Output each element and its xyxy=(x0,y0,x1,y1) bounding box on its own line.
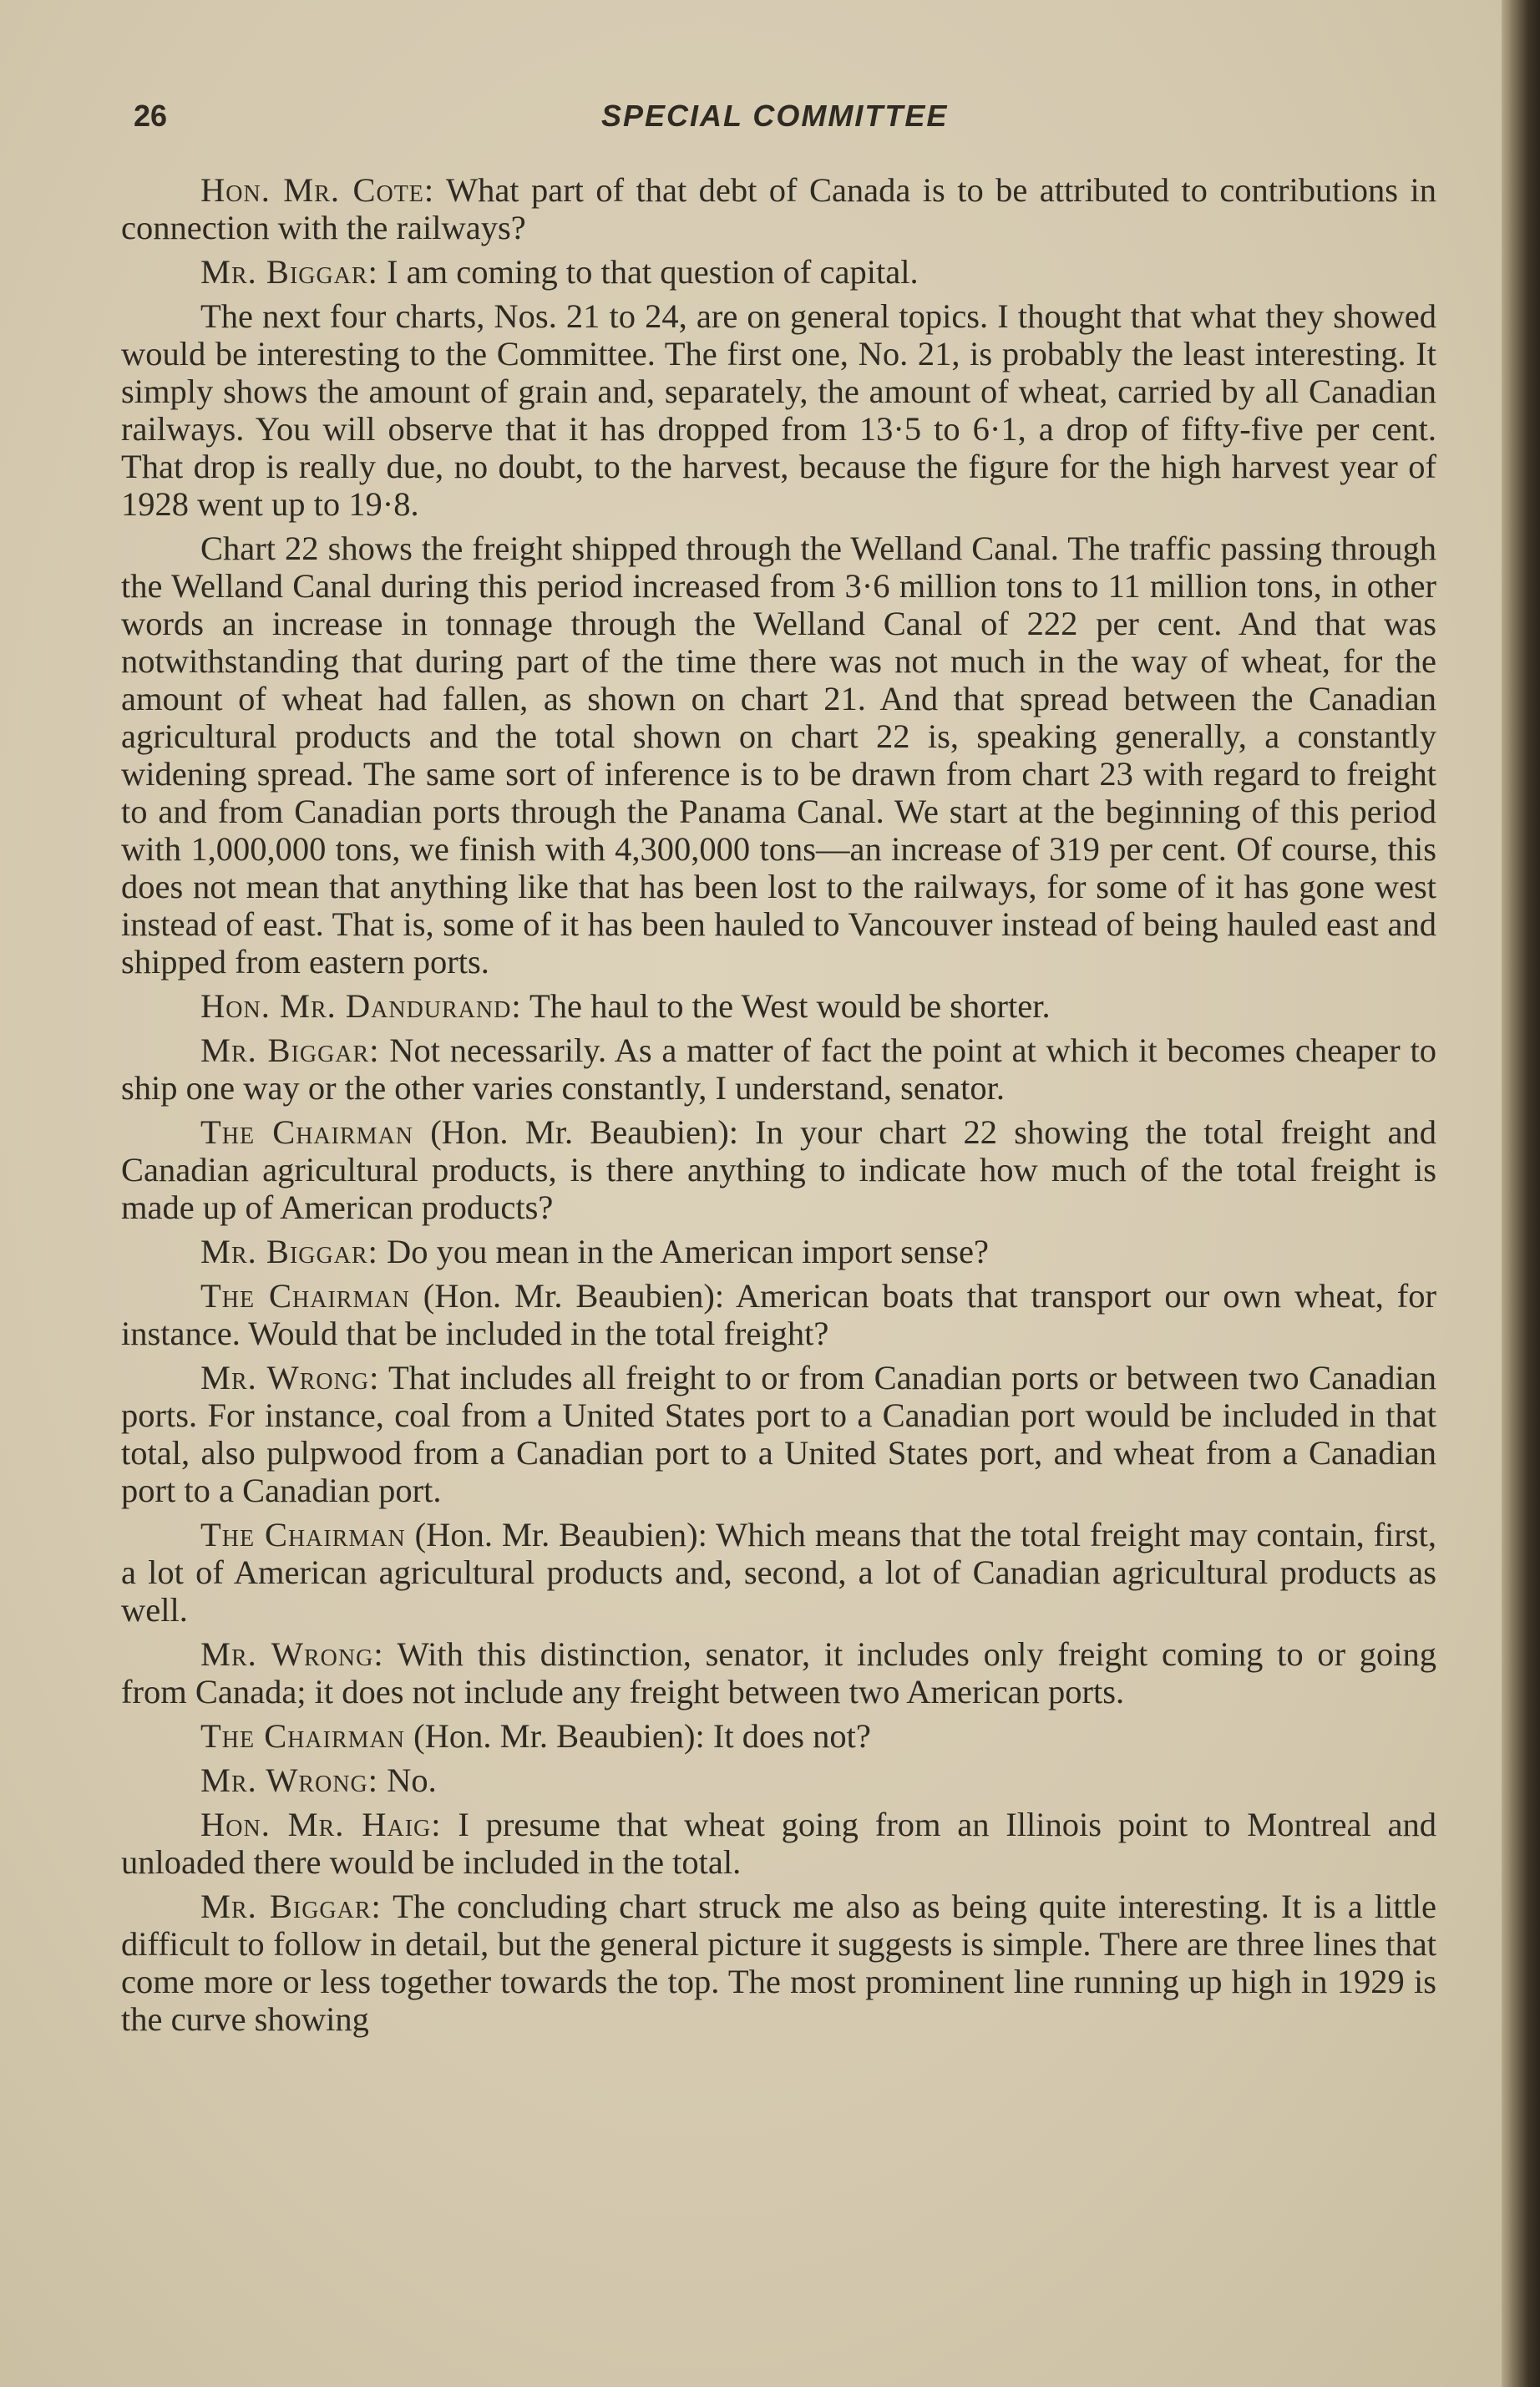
paragraph xyxy=(121,1277,1436,1352)
body-text xyxy=(121,171,1436,2045)
paragraph xyxy=(121,297,1436,523)
paragraph xyxy=(121,1233,1436,1270)
paragraph-text: (Hon. Mr. Beaubien): It does not? xyxy=(404,1717,871,1755)
book-spine-edge xyxy=(1502,0,1540,2387)
paragraph-text: What part of that debt of Canada is to be attributed to contributions in connection with the railways? xyxy=(121,171,1436,246)
speaker-name: The Chairman xyxy=(200,1717,405,1755)
paragraph xyxy=(121,1113,1436,1226)
speaker-name: The Chairman xyxy=(200,1516,406,1553)
paragraph xyxy=(121,530,1436,981)
paragraph-text: No. xyxy=(378,1761,437,1799)
running-head: SPECIAL COMMITTEE xyxy=(601,99,949,133)
speaker-name: Hon. Mr. Dandurand: xyxy=(200,987,522,1025)
speaker-name: The Chairman xyxy=(200,1113,414,1151)
paragraph xyxy=(121,1888,1436,2038)
paragraph xyxy=(121,1516,1436,1629)
paragraph-text: The haul to the West would be shorter. xyxy=(521,987,1051,1025)
paragraph-text: (Hon. Mr. Beaubien): Which means that the total freight may contain, first, a lot of American agricultural products and, second, a lot of Canadian agricultural products as well. xyxy=(121,1516,1437,1629)
paragraph xyxy=(121,1359,1436,1509)
speaker-name: Mr. Wrong: xyxy=(200,1761,379,1799)
paragraph-text: Do you mean in the American import sense? xyxy=(377,1233,989,1270)
paragraph xyxy=(121,1635,1436,1710)
speaker-name: Mr. Biggar: xyxy=(200,1233,378,1270)
speaker-name: Hon. Mr. Cote: xyxy=(200,171,435,209)
paragraph xyxy=(121,1031,1436,1107)
paragraph-text: I am coming to that question of capital. xyxy=(377,253,919,291)
paragraph-text: (Hon. Mr. Beaubien): In your chart 22 showing the total freight and Canadian agricultural products, is there anything to indicate how much of the total freight is made up of American products? xyxy=(121,1113,1437,1226)
paragraph xyxy=(121,987,1436,1025)
page-number: 26 xyxy=(134,99,168,133)
speaker-name: Mr. Wrong: xyxy=(200,1359,380,1396)
paragraph-text: Chart 22 shows the freight shipped through the Welland Canal. The traffic passing through the Welland Canal during this period increased from 3·6 million tons to 11 million tons, in other words an increase in tonnage through the Welland Canal of 222 per cent. And that was notwithstanding that during part of the time there was not much in the way of wheat, for the amount of wheat had fallen, as shown on chart 21. And that spread between the Canadian agricultural products and the total shown on chart 22 is, speaking generally, a constantly widening spread. The same sort of inference is to be drawn from chart 23 with regard to freight to and from Canadian ports through the Panama Canal. We start at the beginning of this period with 1,000,000 tons, we finish with 4,300,000 tons—an increase of 319 per cent. Of course, this does not mean that anything like that has been lost to the railways, for some of it has gone west instead of east. That is, some of it has been hauled to Vancouver instead of being hauled east and shipped from eastern ports. xyxy=(121,530,1436,981)
speaker-name: Mr. Biggar: xyxy=(200,1888,382,1925)
speaker-name: The Chairman xyxy=(200,1277,410,1315)
paragraph xyxy=(121,171,1436,246)
paragraph-text: That includes all freight to or from Canadian ports or between two Canadian ports. For instance, coal from a United States port to a Canadian port would be included in that total, also pulpwood from a Canadian port to a United States port, and wheat from a Canadian port to a Canadian port. xyxy=(121,1359,1436,1509)
paragraph-text: With this distinction, senator, it includes only freight coming to or going from Canada; it does not include any freight between two American ports. xyxy=(121,1635,1436,1710)
paragraph-text: (Hon. Mr. Beaubien): American boats that transport our own wheat, for instance. Would that be included in the total freight? xyxy=(121,1277,1436,1352)
paragraph-text: The concluding chart struck me also as being quite interesting. It is a little difficult to follow in detail, but the general picture it suggests is simple. There are three lines that come more or less together towards the top. The most prominent line running up high in 1929 is the curve showing xyxy=(121,1888,1436,2038)
paragraph xyxy=(121,1806,1436,1881)
speaker-name: Mr. Wrong: xyxy=(200,1635,384,1673)
paragraph-text: I presume that wheat going from an Illinois point to Montreal and unloaded there would be included in the total. xyxy=(121,1806,1436,1881)
speaker-name: Mr. Biggar: xyxy=(200,1031,380,1069)
paragraph xyxy=(121,1761,1436,1799)
paragraph xyxy=(121,1717,1436,1755)
page-header xyxy=(134,99,1436,140)
speaker-name: Mr. Biggar: xyxy=(200,253,378,291)
paragraph-text: Not necessarily. As a matter of fact the point at which it becomes cheaper to ship one way or the other varies constantly, I understand, senator. xyxy=(121,1031,1436,1107)
paragraph-text: The next four charts, Nos. 21 to 24, are on general topics. I thought that what they showed would be interesting to the Committee. The first one, No. 21, is probably the least interesting. It simply shows the amount of grain and, separately, the amount of wheat, carried by all Canadian railways. You will observe that it has dropped from 13·5 to 6·1, a drop of fifty-five per cent. That drop is really due, no doubt, to the harvest, because the figure for the high harvest year of 1928 went up to 19·8. xyxy=(121,297,1436,523)
speaker-name: Hon. Mr. Haig: xyxy=(200,1806,442,1843)
paragraph xyxy=(121,253,1436,291)
